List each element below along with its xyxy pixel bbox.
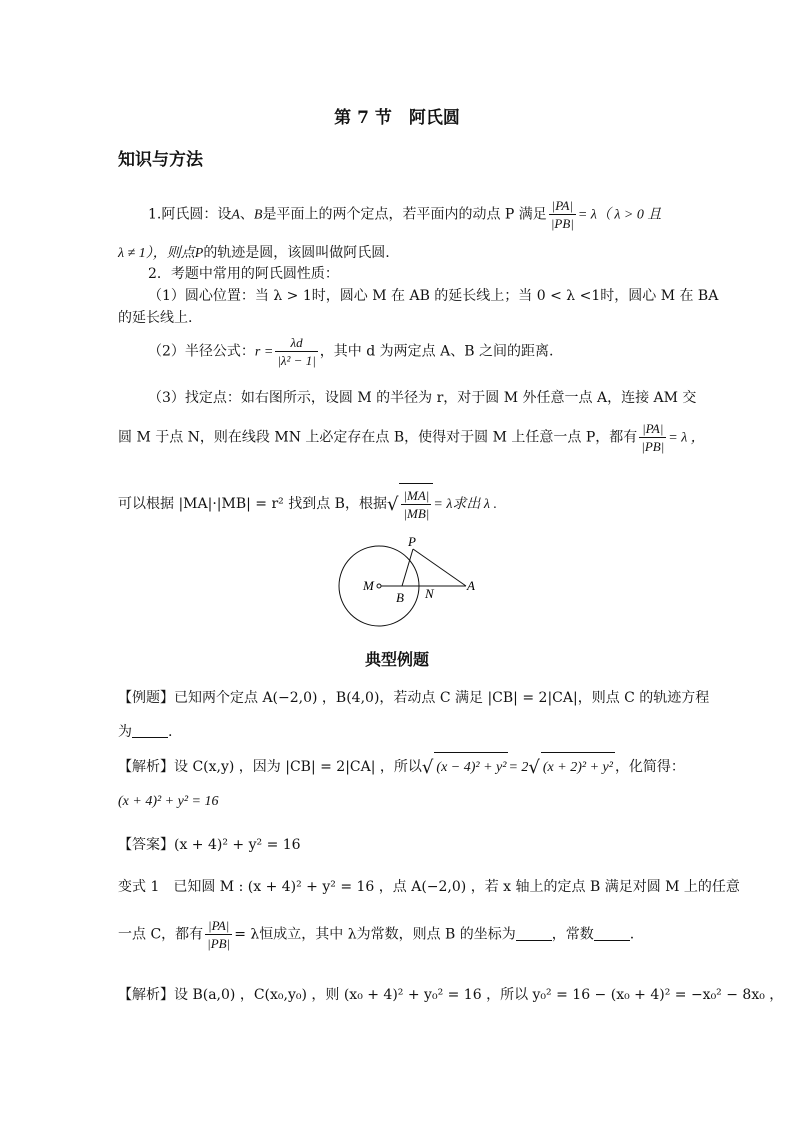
text: = 2: [508, 760, 529, 775]
solution-line1: [118, 752, 685, 783]
paragraph-center-position-line2: 的延长线上.: [118, 310, 193, 326]
example-line2: [118, 722, 172, 742]
fraction-pa-pb: [639, 420, 666, 455]
fraction-pa-pb: [549, 197, 576, 232]
fraction-denominator: |PB|: [641, 439, 665, 454]
text: 一点 C，都有: [118, 926, 204, 943]
text: = λ恒成立，其中 λ为常数，则点 B 的坐标为: [234, 926, 516, 943]
text: = λ求出 λ .: [433, 497, 497, 512]
text: A: [231, 207, 240, 223]
text: ，化简得：: [614, 759, 685, 775]
fraction-denominator: |PB|: [207, 936, 231, 951]
text: ，其中 d 为两定点 A、B 之间的距离.: [319, 343, 554, 360]
label-b: B: [396, 590, 404, 605]
paragraph-find-point-line3: [118, 483, 497, 525]
variation1-line1: 变式 1 已知圆 M : (x + 4)² + y² = 16 ，点 A(−2,0) ，若 x 轴上的定点 B 满足对圆 M 上的任意: [118, 879, 740, 895]
text: 、: [239, 206, 254, 223]
text: λ ≠ 1），则点: [118, 246, 195, 261]
answer-blank: [132, 723, 168, 738]
radical-sign: √: [421, 757, 434, 778]
radical-sign: √: [386, 494, 399, 515]
center-point: [377, 584, 381, 588]
text: r =: [254, 344, 274, 360]
fraction-denominator: |MB|: [403, 505, 430, 521]
sqrt-expression-1: (x − 4)² + y²: [434, 752, 508, 783]
text: = λ（ λ > 0 且: [577, 207, 662, 223]
example-line1: 【例题】已知两个定点 A(−2,0) ，B(4,0)，若动点 C 满足 |CB| = 2|CA|，则点 C 的轨迹方程: [118, 690, 710, 706]
fraction-numerator: |MA|: [403, 487, 430, 503]
paragraph-radius-formula: [148, 334, 553, 370]
text: .: [168, 724, 173, 740]
paragraph-center-position-line1: （1）圆心位置：当 λ > 1时，圆心 M 在 AB 的延长线上；当 0 < λ <1时，圆心 M 在 BA: [148, 288, 719, 304]
fraction-numerator: |PA|: [205, 917, 232, 935]
fraction-numerator: |PA|: [639, 420, 666, 438]
paragraph-find-point-line1: （3）找定点：如右图所示，设圆 M 的半径为 r，对于圆 M 外任意一点 A，连接 AM 交: [148, 390, 697, 406]
fraction-radius: [275, 334, 317, 369]
fraction-denominator: |λ² − 1|: [277, 353, 316, 368]
fraction-pa-pb: [205, 917, 232, 952]
text: 为: [118, 724, 132, 740]
segment-pa: [413, 549, 466, 586]
paragraph-find-point-line2: [118, 420, 705, 456]
paragraph-definition-line2: [118, 243, 390, 264]
answer-blank: [594, 926, 630, 941]
text: = λ ，: [668, 430, 705, 446]
text: 是平面上的两个定点，若平面内的动点 P 满足: [262, 206, 547, 223]
text: （2）半径公式：: [148, 343, 255, 360]
sqrt-expression-2: (x + 2)² + y²: [541, 752, 615, 783]
page-title: 第 7 节 阿氏圆: [334, 108, 460, 128]
text: 圆 M 于点 N，则在线段 MN 上必定存在点 B，使得对于圆 M 上任意一点 P，都有: [118, 429, 638, 446]
text: 可以根据 |MA|·|MB| = r² 找到点 B，根据: [118, 496, 387, 512]
text: .: [629, 926, 635, 943]
label-n: N: [425, 586, 434, 601]
paragraph-properties-heading: 2．考题中常用的阿氏圆性质：: [148, 266, 339, 282]
answer-blank: [516, 926, 552, 941]
variation1-solution-line1: 【解析】设 B(a,0) ，C(x₀,y₀) ，则 (x₀ + 4)² + y₀² = 16 ，所以 y₀² = 16 − (x₀ + 4)² = −x₀² − 8x₀ ，: [118, 987, 784, 1003]
text: ，常数: [551, 926, 594, 943]
text: P: [194, 246, 204, 261]
sqrt-ma-mb: [399, 483, 433, 524]
variation1-line2: [118, 917, 634, 952]
label-m: M: [363, 578, 374, 593]
apollonius-circle-figure: [330, 532, 490, 642]
text: 【解析】设 C(x,y) ，因为 |CB| = 2|CA| ，所以: [118, 759, 422, 775]
solution-line2: (x + 4)² + y² = 16: [118, 794, 219, 809]
fraction-ma-mb: [401, 487, 431, 522]
text: 的轨迹是圆，该圆叫做阿氏圆.: [203, 245, 390, 261]
text: 1.阿氏圆：设: [148, 206, 232, 223]
answer-line: 【答案】(x + 4)² + y² = 16: [118, 837, 301, 853]
section-heading-methods: 知识与方法: [118, 150, 203, 170]
label-p: P: [408, 534, 416, 549]
section-heading-examples: 典型例题: [364, 650, 429, 669]
text: B: [253, 207, 263, 223]
fraction-denominator: |PB|: [550, 216, 574, 231]
radical-sign: √: [528, 757, 540, 778]
fraction-numerator: |PA|: [549, 197, 576, 215]
fraction-numerator: λd: [275, 334, 317, 352]
label-a: A: [467, 578, 475, 593]
paragraph-definition-line1: [148, 197, 661, 232]
